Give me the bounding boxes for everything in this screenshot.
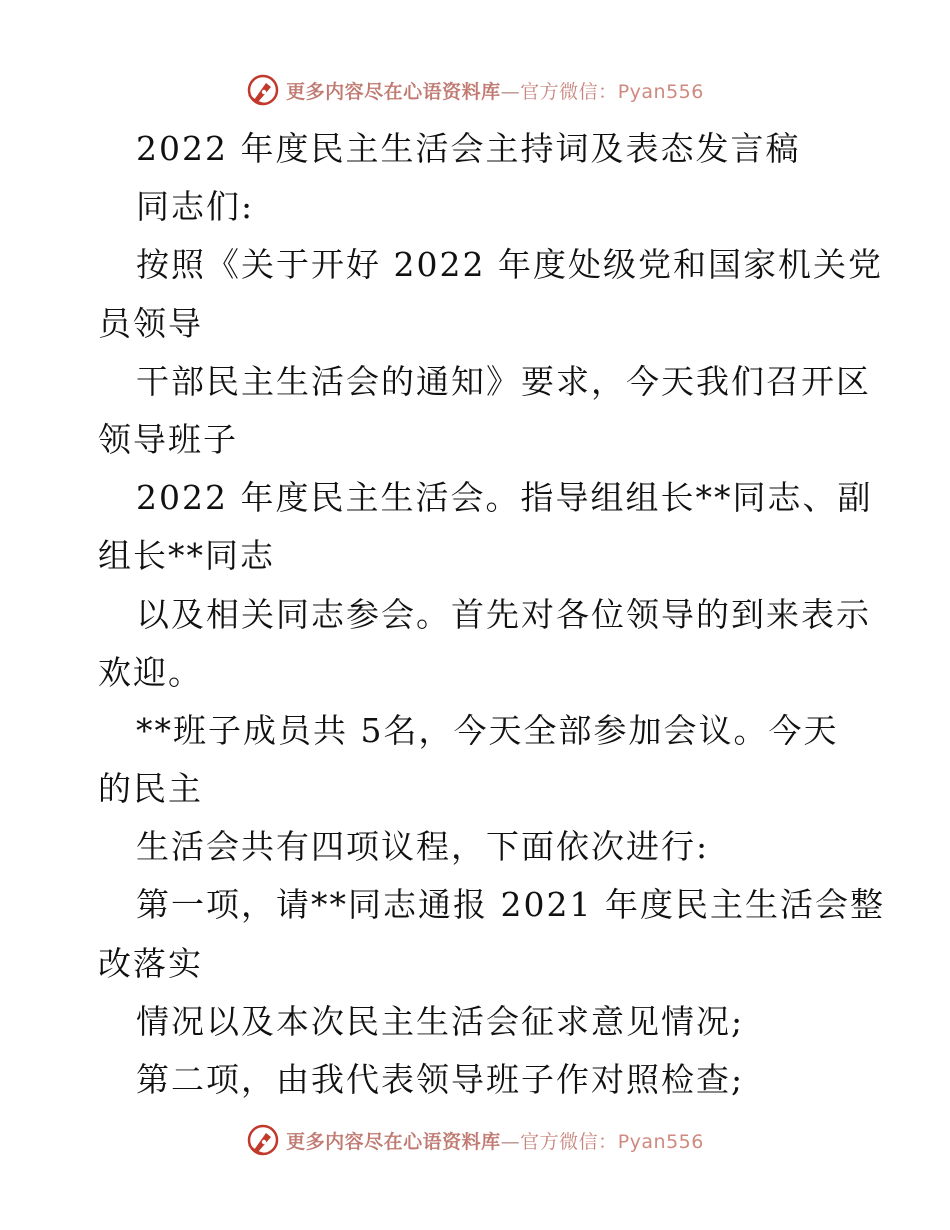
paragraph-line: 2022 年度民主生活会。指导组组长**同志、副 bbox=[136, 478, 873, 518]
banner-official-label: 官方微信： bbox=[520, 1130, 618, 1153]
paragraph-line: 干部民主生活会的通知》要求，今天我们召开区 bbox=[136, 361, 871, 401]
paragraph-line: 欢迎。 bbox=[98, 652, 203, 692]
banner-wechat-id: Pyan556 bbox=[617, 80, 704, 103]
banner-official-label: 官方微信： bbox=[520, 80, 618, 103]
paragraph-line: 情况以及本次民主生活会征求意见情况; bbox=[136, 1001, 745, 1041]
banner-main-text: 更多内容尽在心语资料库 bbox=[286, 80, 501, 103]
banner-separator: — bbox=[500, 1130, 521, 1153]
pen-nib-circle-icon bbox=[246, 1123, 280, 1157]
banner-text bbox=[286, 77, 704, 104]
banner-text bbox=[286, 1127, 704, 1154]
paragraph-line: 生活会共有四项议程，下面依次进行: bbox=[136, 827, 710, 867]
paragraph-line: 按照《关于开好 2022 年度处级党和国家机关党 bbox=[136, 245, 883, 285]
paragraph-line: 领导班子 bbox=[98, 419, 238, 459]
header-banner bbox=[0, 70, 950, 110]
paragraph-line: 第一项，请**同志通报 2021 年度民主生活会整 bbox=[136, 885, 885, 925]
paragraph-line: 以及相关同志参会。首先对各位领导的到来表示 bbox=[136, 594, 871, 634]
footer-banner bbox=[0, 1120, 950, 1160]
paragraph-line: 员领导 bbox=[98, 303, 203, 343]
pen-nib-circle-icon bbox=[246, 73, 280, 107]
paragraph-line: 第二项，由我代表领导班子作对照检查; bbox=[136, 1060, 745, 1099]
banner-wechat-id: Pyan556 bbox=[617, 1130, 704, 1153]
banner-main-text: 更多内容尽在心语资料库 bbox=[286, 1130, 501, 1153]
paragraph-line: 组长**同志 bbox=[98, 536, 275, 576]
document-title: 2022 年度民主生活会主持词及表态发言稿 bbox=[136, 129, 801, 168]
paragraph-line: 的民主 bbox=[98, 769, 203, 809]
banner-separator: — bbox=[500, 80, 521, 103]
paragraph-line: **班子成员共 5名，今天全部参加会议。今天 bbox=[136, 710, 839, 750]
paragraph-line: 同志们: bbox=[136, 187, 255, 227]
document-body bbox=[98, 120, 885, 1109]
paragraph-line: 改落实 bbox=[98, 943, 203, 983]
